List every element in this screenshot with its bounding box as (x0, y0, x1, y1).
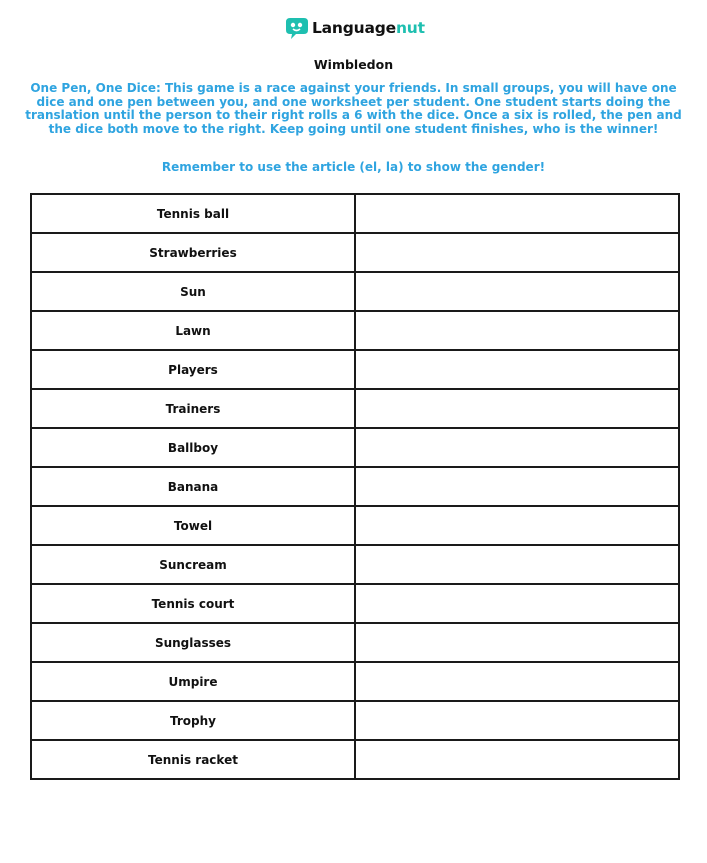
table-row (31, 272, 679, 311)
game-instructions: One Pen, One Dice: This game is a race against your friends. In small groups, you will have one dice and one pen between you, and one worksheet per student. One student starts doing the translation until the person to their right rolls a 6 with the dice. Once a six is rolled, the pen and the dice both move to the right. Keep going until one student finishes, who is the winner! (25, 81, 682, 136)
answer-cell (355, 623, 679, 662)
answer-cell (355, 662, 679, 701)
answer-cell (355, 233, 679, 272)
answer-cell (355, 389, 679, 428)
answer-cell (355, 701, 679, 740)
logo-wordmark (312, 19, 425, 37)
answer-cell (355, 311, 679, 350)
word-cell: Tennis court (31, 584, 355, 623)
answer-cell (355, 272, 679, 311)
table-row (31, 194, 679, 233)
word-cell: Sun (31, 272, 355, 311)
table-row (31, 545, 679, 584)
table-row (31, 506, 679, 545)
table-row (31, 623, 679, 662)
table-row (31, 311, 679, 350)
answer-cell (355, 467, 679, 506)
word-cell: Trophy (31, 701, 355, 740)
word-cell: Towel (31, 506, 355, 545)
word-cell: Banana (31, 467, 355, 506)
table-row (31, 701, 679, 740)
answer-cell (355, 194, 679, 233)
table-row (31, 467, 679, 506)
table-row (31, 584, 679, 623)
languagenut-logo (284, 12, 425, 44)
word-cell: Suncream (31, 545, 355, 584)
answer-cell (355, 740, 679, 779)
word-cell: Umpire (31, 662, 355, 701)
word-cell: Lawn (31, 311, 355, 350)
table-row (31, 662, 679, 701)
gender-reminder: Remember to use the article (el, la) to show the gender! (161, 160, 546, 174)
table-row (31, 350, 679, 389)
word-cell: Strawberries (31, 233, 355, 272)
worksheet-title: Wimbledon (313, 57, 394, 72)
answer-cell (355, 545, 679, 584)
word-cell: Players (31, 350, 355, 389)
answer-cell (355, 584, 679, 623)
answer-cell (355, 428, 679, 467)
word-cell: Tennis racket (31, 740, 355, 779)
speech-bubble-logo-icon (284, 15, 310, 41)
table-row (31, 428, 679, 467)
answer-cell (355, 350, 679, 389)
logo-text-main: Language (312, 19, 396, 37)
table-row (31, 740, 679, 779)
answer-cell (355, 506, 679, 545)
table-row (31, 233, 679, 272)
vocabulary-table (30, 193, 680, 780)
word-cell: Ballboy (31, 428, 355, 467)
word-cell: Trainers (31, 389, 355, 428)
word-cell: Sunglasses (31, 623, 355, 662)
table-row (31, 389, 679, 428)
logo-text-accent: nut (395, 19, 425, 37)
word-cell: Tennis ball (31, 194, 355, 233)
